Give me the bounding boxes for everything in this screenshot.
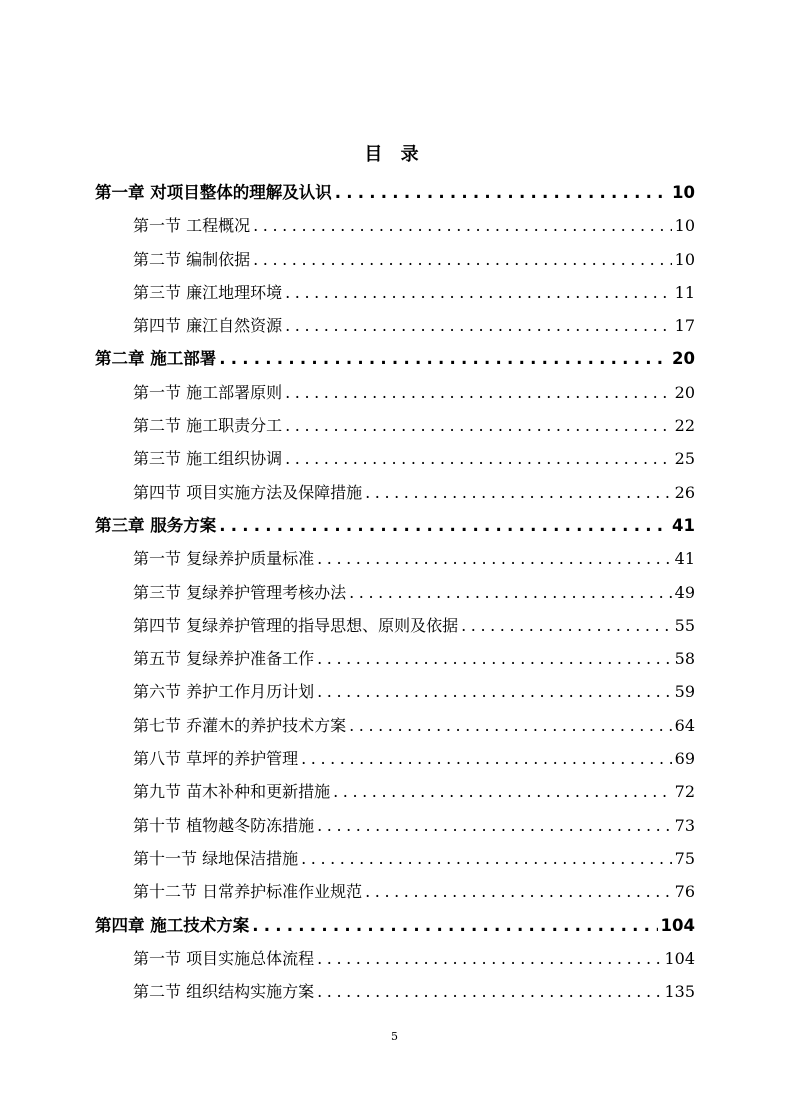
entry-title: 第三节 复绿养护管理考核办法: [133, 582, 347, 602]
dot-leader: [349, 576, 672, 609]
dot-leader: [285, 276, 672, 309]
entry-page-number: 20: [672, 349, 695, 369]
dot-leader: [285, 309, 672, 342]
table-of-contents: [95, 176, 695, 1008]
toc-section-entry[interactable]: [95, 243, 695, 276]
entry-page-number: 11: [674, 282, 695, 302]
entry-title: 第四章 施工技术方案: [95, 915, 250, 935]
dot-leader: [219, 509, 669, 542]
dot-leader: [253, 209, 672, 242]
entry-page-number: 41: [674, 549, 695, 569]
entry-page-number: 135: [664, 982, 695, 1002]
toc-section-entry[interactable]: [95, 975, 695, 1008]
page-number: 5: [391, 1030, 398, 1043]
toc-section-entry[interactable]: [95, 675, 695, 708]
entry-page-number: 41: [672, 515, 695, 535]
toc-chapter-entry[interactable]: [95, 909, 695, 942]
dot-leader: [365, 476, 672, 509]
entry-page-number: 55: [674, 615, 695, 635]
entry-title: 第二节 编制依据: [133, 249, 251, 269]
entry-title: 第一节 项目实施总体流程: [133, 948, 315, 968]
dot-leader: [317, 542, 672, 575]
entry-page-number: 104: [664, 948, 695, 968]
dot-leader: [285, 442, 672, 475]
entry-page-number: 76: [674, 882, 695, 902]
toc-chapter-entry[interactable]: [95, 176, 695, 209]
entry-page-number: 104: [660, 915, 695, 935]
toc-section-entry[interactable]: [95, 742, 695, 775]
entry-page-number: 22: [674, 416, 695, 436]
dot-leader: [317, 942, 661, 975]
entry-title: 第四节 项目实施方法及保障措施: [133, 482, 363, 502]
dot-leader: [285, 376, 672, 409]
toc-section-entry[interactable]: [95, 875, 695, 908]
dot-leader: [252, 909, 657, 942]
entry-title: 第三章 服务方案: [95, 515, 217, 535]
entry-page-number: 17: [674, 316, 695, 336]
toc-chapter-entry[interactable]: [95, 342, 695, 375]
entry-page-number: 75: [674, 848, 695, 868]
toc-section-entry[interactable]: [95, 609, 695, 642]
dot-leader: [301, 842, 672, 875]
entry-page-number: 25: [674, 449, 695, 469]
entry-title: 第四节 廉江自然资源: [133, 316, 283, 336]
entry-page-number: 20: [674, 382, 695, 402]
entry-title: 第二节 施工职责分工: [133, 416, 283, 436]
dot-leader: [285, 409, 672, 442]
toc-section-entry[interactable]: [95, 942, 695, 975]
toc-section-entry[interactable]: [95, 542, 695, 575]
entry-page-number: 69: [674, 749, 695, 769]
entry-title: 第一节 工程概况: [133, 216, 251, 236]
toc-section-entry[interactable]: [95, 376, 695, 409]
entry-page-number: 10: [674, 216, 695, 236]
entry-page-number: 26: [674, 482, 695, 502]
dot-leader: [461, 609, 672, 642]
entry-title: 第四节 复绿养护管理的指导思想、原则及依据: [133, 615, 459, 635]
toc-section-entry[interactable]: [95, 576, 695, 609]
entry-title: 第一章 对项目整体的理解及认识: [95, 183, 332, 202]
toc-section-entry[interactable]: [95, 476, 695, 509]
dot-leader: [253, 243, 672, 276]
toc-section-entry[interactable]: [95, 775, 695, 808]
dot-leader: [301, 742, 672, 775]
entry-title: 第三节 廉江地理环境: [133, 282, 283, 302]
entry-title: 第三节 施工组织协调: [133, 449, 283, 469]
entry-title: 第九节 苗木补种和更新措施: [133, 782, 331, 802]
toc-section-entry[interactable]: [95, 276, 695, 309]
entry-page-number: 10: [672, 183, 695, 202]
toc-section-entry[interactable]: [95, 309, 695, 342]
entry-title: 第五节 复绿养护准备工作: [133, 649, 315, 669]
toc-section-entry[interactable]: [95, 442, 695, 475]
entry-title: 第一节 复绿养护质量标准: [133, 549, 315, 569]
toc-section-entry[interactable]: [95, 842, 695, 875]
dot-leader: [333, 775, 672, 808]
entry-title: 第十节 植物越冬防冻措施: [133, 815, 315, 835]
entry-page-number: 58: [674, 649, 695, 669]
dot-leader: [317, 675, 672, 708]
toc-section-entry[interactable]: [95, 209, 695, 242]
toc-section-entry[interactable]: [95, 642, 695, 675]
entry-title: 第八节 草坪的养护管理: [133, 749, 299, 769]
entry-page-number: 10: [674, 249, 695, 269]
entry-title: 第二章 施工部署: [95, 349, 217, 369]
dot-leader: [365, 875, 672, 908]
entry-page-number: 64: [674, 715, 695, 735]
toc-section-entry[interactable]: [95, 409, 695, 442]
toc-title: 目 录: [364, 144, 425, 165]
entry-title: 第七节 乔灌木的养护技术方案: [133, 715, 347, 735]
toc-section-entry[interactable]: [95, 809, 695, 842]
entry-title: 第六节 养护工作月历计划: [133, 682, 315, 702]
dot-leader: [219, 342, 669, 375]
dot-leader: [317, 975, 661, 1008]
dot-leader: [317, 809, 672, 842]
entry-title: 第十二节 日常养护标准作业规范: [133, 882, 363, 902]
dot-leader: [317, 642, 672, 675]
dot-leader: [349, 709, 672, 742]
dot-leader: [335, 176, 669, 209]
toc-section-entry[interactable]: [95, 709, 695, 742]
entry-title: 第十一节 绿地保洁措施: [133, 848, 299, 868]
toc-chapter-entry[interactable]: [95, 509, 695, 542]
entry-page-number: 49: [674, 582, 695, 602]
entry-page-number: 59: [674, 682, 695, 702]
entry-title: 第二节 组织结构实施方案: [133, 982, 315, 1002]
entry-page-number: 73: [674, 815, 695, 835]
entry-page-number: 72: [674, 782, 695, 802]
entry-title: 第一节 施工部署原则: [133, 382, 283, 402]
